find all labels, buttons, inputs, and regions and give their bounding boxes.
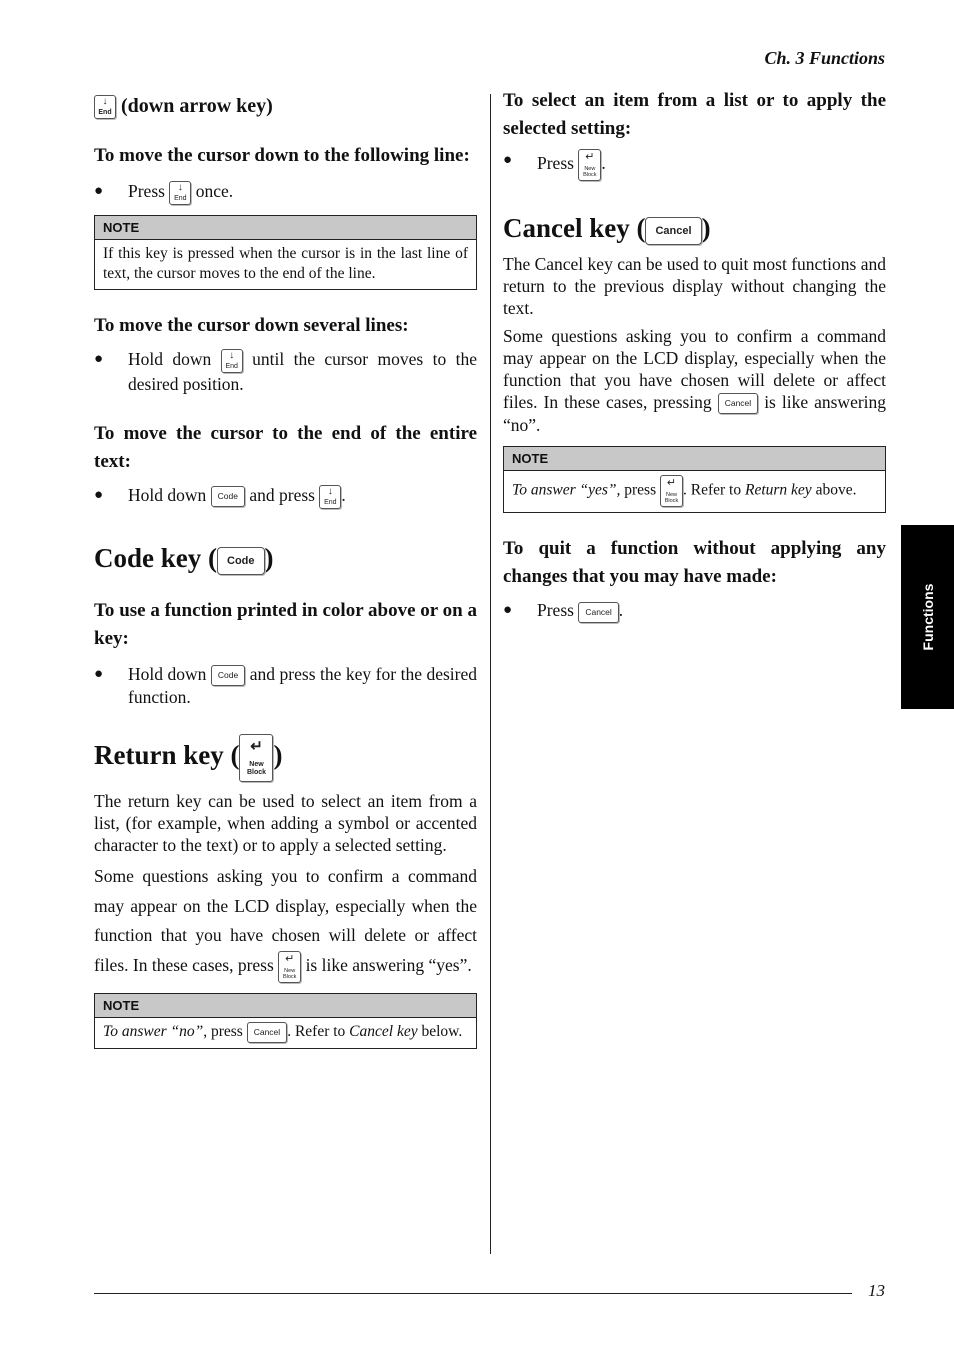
return-para-1: The return key can be used to select an item from a list, (for example, when adding a symbol or accented character to the text) or to apply a selected setting. <box>94 791 477 856</box>
bullet-code-function: ● Hold down Code and press the key for the desired function. <box>94 663 477 708</box>
end-key-icon: ↓ End <box>319 485 341 509</box>
note-box-answer-yes <box>503 446 886 513</box>
bullet-press-cancel: ● Press Cancel . <box>503 599 886 622</box>
code-sub: To use a function printed in color above or on a key: <box>94 599 477 649</box>
left-column <box>94 90 477 1049</box>
code-key-icon: Code <box>211 486 245 507</box>
bullet-hold-code-end: ● Hold down Code and press ↓ End . <box>94 484 477 509</box>
chapter-header: Ch. 3 Functions <box>764 48 885 68</box>
bullet-press-return: ● Press ↵ New Block . <box>503 149 886 181</box>
code-key-icon: Code <box>211 665 245 686</box>
return-para-2: Some questions asking you to confirm a command may appear on the LCD display, especially when the function that you have chosen will delete or affect files. In these cases, press ↵ New Block is like answering “yes”. <box>94 862 477 983</box>
code-key-heading: Code key ( Code ) <box>94 542 274 573</box>
end-key-icon: ↓ End <box>221 349 243 373</box>
note-heading: NOTE <box>95 216 476 240</box>
note-box-last-line <box>94 215 477 290</box>
cancel-key-icon: Cancel <box>645 217 701 245</box>
note-body: To answer “no”, press Cancel . Refer to Cancel key below. <box>95 1018 476 1048</box>
bullet-hold-down: ● Hold down ↓ End until the cursor moves to the desired position. <box>94 348 477 395</box>
end-key-icon: ↓ End <box>169 181 191 205</box>
cancel-key-icon: Cancel <box>578 602 618 623</box>
down-sub-following-line: To move the cursor down to the following line: <box>94 145 470 166</box>
cancel-key-icon: Cancel <box>718 393 758 414</box>
return-key-icon: ↵ New Block <box>578 149 601 181</box>
note-heading: NOTE <box>504 447 885 471</box>
bullet-press-once: ● Press ↓ End once. <box>94 180 477 205</box>
cancel-key-heading: Cancel key ( Cancel ) <box>503 213 711 243</box>
footer-rule <box>94 1293 852 1294</box>
code-key-icon: Code <box>217 547 265 575</box>
return-key-icon: ↵ New Block <box>660 475 683 507</box>
down-arrow-heading <box>94 92 477 120</box>
cancel-para-1: The Cancel key can be used to quit most functions and return to the previous display without changing the text. <box>503 254 886 318</box>
note-heading: NOTE <box>95 994 476 1018</box>
down-sub-several-lines: To move the cursor down several lines: <box>94 314 409 336</box>
note-body: To answer “yes”, press ↵ New Block . Refer to Return key above. <box>504 471 885 512</box>
return-key-heading: Return key ( ↵ New Block ) <box>94 734 477 782</box>
functions-side-tab <box>901 525 954 709</box>
right-column <box>503 90 886 623</box>
cancel-para-2: Some questions asking you to confirm a command may appear on the LCD display, especially when the function that you have chosen will delete or affect files. In these cases, pressing Cancel is like answering “no”. <box>503 326 887 436</box>
down-arrow-title: (down arrow key) <box>121 95 273 117</box>
return-key-icon: ↵ New Block <box>239 734 273 782</box>
column-divider <box>490 94 491 1254</box>
cancel-key-icon: Cancel <box>247 1022 287 1043</box>
note-box-answer-no <box>94 993 477 1049</box>
end-key-icon: ↓ End <box>94 95 116 119</box>
return-key-icon: ↵ New Block <box>278 951 301 983</box>
quit-sub: To quit a function without applying any changes that you may have made: <box>503 538 886 588</box>
down-sub-end-text: To move the cursor to the end of the entire text: <box>94 422 477 472</box>
select-sub: To select an item from a list or to apply the selected setting: <box>503 90 886 139</box>
note-body: If this key is pressed when the cursor is in the last line of text, the cursor moves to the end of the line. <box>103 244 468 282</box>
page-number: 13 <box>868 1281 885 1300</box>
side-tab-label: Functions <box>919 583 936 651</box>
